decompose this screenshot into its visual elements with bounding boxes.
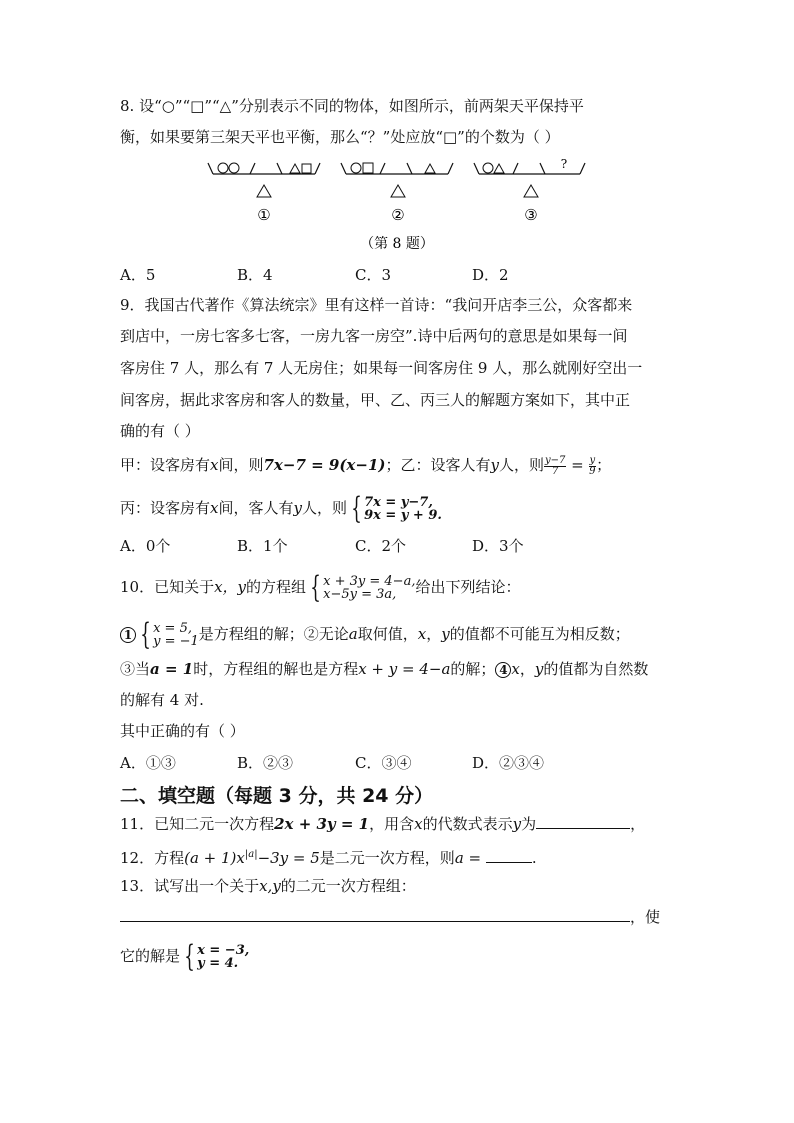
q10-eq1: x + 3y = 4−a,: [323, 574, 416, 589]
q10-line4: 的解有 4 对.: [120, 691, 204, 709]
figure-label-3: ③: [524, 206, 538, 224]
c1-eq1: x = 5,: [153, 621, 192, 636]
circle-1: 1: [120, 627, 136, 643]
circle-4: 4: [495, 662, 511, 678]
q9-bing: [120, 491, 442, 526]
q10-text2: 的方程组: [246, 578, 307, 596]
q9-option-a: A．0个: [120, 537, 171, 555]
c4-y: y: [534, 660, 544, 678]
c3-eq2: x + y = 4−a: [358, 660, 451, 678]
c4-x: x: [511, 660, 520, 678]
jia-label: 甲：设客房有: [120, 456, 211, 474]
q13-end: ，使: [630, 908, 661, 926]
q9-line3: 客房住 7 人，那么有 7 人无房住；如果每一间客房住 9 人，那么就刚好空出一: [120, 359, 643, 377]
q10-system: [323, 575, 415, 601]
c1-text2: 取何值，: [357, 625, 418, 643]
q8-line1: 8. 设“○”“□”“△”分别表示不同的物体，如图所示，前两架天平保持平: [120, 97, 584, 115]
q12-text2: 是二元一次方程，则: [319, 849, 455, 867]
q11-line: [120, 814, 645, 834]
jia-var: x: [210, 456, 219, 474]
q11-answer-blank[interactable]: [536, 814, 630, 829]
brace: {: [310, 570, 321, 605]
q11-eq: 2x + 3y = 1: [274, 815, 370, 833]
brace: {: [140, 617, 151, 652]
q13-line2: [120, 907, 660, 927]
c3-text2: 时，方程组的解也是方程: [193, 660, 359, 678]
q10-line3: [120, 659, 648, 679]
q11-text4: 为: [521, 815, 537, 833]
q11-end: ，: [630, 815, 646, 833]
q13-eq2: y = 4.: [197, 956, 239, 971]
yi-var: y: [490, 456, 499, 474]
jia-text: 间，则: [218, 456, 264, 474]
q10-eq2: x−5y = 3a,: [323, 587, 397, 602]
balance-figure: [0, 152, 794, 252]
balance-2: [341, 163, 453, 197]
frac-den: 9: [589, 465, 596, 477]
q8-line2: 衡，如果要第三架天平也平衡，那么“？”处应放“□”的个数为（ ）: [120, 128, 560, 146]
c1-text3: ，: [426, 625, 442, 643]
q11-x: x: [414, 815, 423, 833]
c3-eq: a = 1: [150, 660, 194, 678]
q9-line4: 间客房，据此求客房和客人的数量，甲、乙、丙三人的解题方案如下，其中正: [120, 391, 631, 409]
q12-eq-c: a =: [454, 849, 486, 867]
bing-x: x: [210, 499, 219, 517]
c1-y: y: [441, 625, 450, 643]
yi-label: ；乙：设客人有: [385, 456, 491, 474]
q12-answer-blank[interactable]: [486, 848, 532, 863]
q10-option-c: C．③④: [355, 754, 412, 772]
bing-text: 间，客人有: [218, 499, 294, 517]
q8-option-b: B．4: [237, 266, 273, 284]
figure-label-1: ①: [257, 206, 271, 224]
q12-exponent: |a|: [244, 849, 258, 860]
q8-option-d: D．2: [472, 266, 509, 284]
q11-text3: 的代数式表示: [422, 815, 513, 833]
jia-equation: 7x−7 = 9(x−1): [263, 456, 386, 474]
q10-line2: [120, 617, 630, 652]
q13-text1: 13．试写出一个关于: [120, 877, 260, 895]
figure-label-2: ②: [391, 206, 405, 224]
yi-fraction-left: [544, 456, 566, 477]
q13-eq1: x = −3,: [197, 943, 250, 958]
q10-ask: 其中正确的有（ ）: [120, 722, 245, 740]
q8-option-c: C．3: [355, 266, 392, 284]
q13-line1: [120, 876, 416, 896]
brace: {: [184, 939, 195, 974]
q9-line5: 确的有（ ）: [120, 422, 200, 440]
bing-label: 丙：设客房有: [120, 499, 211, 517]
c3-text1: ③当: [120, 660, 151, 678]
q10-option-b: B．②③: [237, 754, 294, 772]
q12-text1: 12．方程: [120, 849, 185, 867]
q13-answer-blank[interactable]: [120, 907, 630, 922]
c4-text2: 的值都为自然数: [543, 660, 649, 678]
q10-line1: [120, 570, 521, 605]
q10-vars: x，y: [214, 578, 247, 596]
q8-option-a: A．5: [120, 266, 156, 284]
q13-line3: [120, 939, 250, 974]
q12-line: [120, 845, 537, 868]
q11-text1: 11．已知二元一次方程: [120, 815, 275, 833]
q9-line2: 到店中，一房七客多七客，一房九客一房空”.诗中后两句的意思是如果每一间: [120, 327, 628, 345]
q13-vars: x,y: [259, 877, 281, 895]
c1-a: a: [348, 625, 358, 643]
q13-text3: 它的解是: [120, 947, 181, 965]
frac-num: y: [589, 454, 596, 466]
bing-y: y: [293, 499, 302, 517]
c3-text3: 的解；: [450, 660, 496, 678]
q10-option-d: D．②③④: [472, 754, 545, 772]
yi-end: ；: [596, 456, 612, 474]
q9-line1: 9．我国古代著作《算法统宗》里有这样一首诗：“我问开店李三公，众客都来: [120, 296, 633, 314]
figure-caption: （第 8 题）: [360, 236, 434, 252]
q10-c1-system: [153, 622, 199, 648]
frac-num: y−7: [545, 454, 566, 466]
balance-3: [474, 163, 585, 197]
c1-eq2: y = −1: [153, 634, 199, 649]
c1-x: x: [417, 625, 427, 643]
bing-text2: 人，则: [301, 499, 347, 517]
balance-1: [208, 163, 320, 197]
frac-den: 7: [552, 465, 559, 477]
q10-option-a: A．①③: [120, 754, 176, 772]
question-mark: ?: [560, 157, 568, 171]
yi-equals: =: [566, 456, 589, 474]
q10-text1: 10．已知关于: [120, 578, 215, 596]
c1-text4: 的值都不可能互为相反数；: [449, 625, 630, 643]
q12-eq-b: −3y = 5: [257, 849, 320, 867]
section-heading: 二、填空题（每题 3 分，共 24 分）: [120, 785, 434, 807]
q9-option-c: C．2个: [355, 537, 407, 555]
q13-text2: 的二元一次方程组：: [280, 877, 416, 895]
q12-end: .: [531, 849, 537, 867]
q10-text3: 给出下列结论：: [415, 578, 521, 596]
q9-option-b: B．1个: [237, 537, 288, 555]
bing-eq2: 9x = y + 9.: [364, 508, 442, 523]
c1-text: 是方程组的解；②无论: [198, 625, 349, 643]
yi-text: 人，则: [498, 456, 544, 474]
q13-system: [197, 944, 249, 970]
q12-eq-a: (a + 1)x: [184, 849, 245, 867]
yi-fraction-right: [589, 456, 597, 477]
bing-eq1: 7x = y−7,: [364, 495, 433, 510]
q11-y: y: [512, 815, 522, 833]
c4-text: ，: [519, 660, 535, 678]
q9-option-d: D．3个: [472, 537, 524, 555]
q9-jia-yi: [120, 455, 611, 477]
brace: {: [351, 491, 362, 526]
q11-text2: ，用含: [369, 815, 415, 833]
bing-system: [364, 496, 442, 522]
